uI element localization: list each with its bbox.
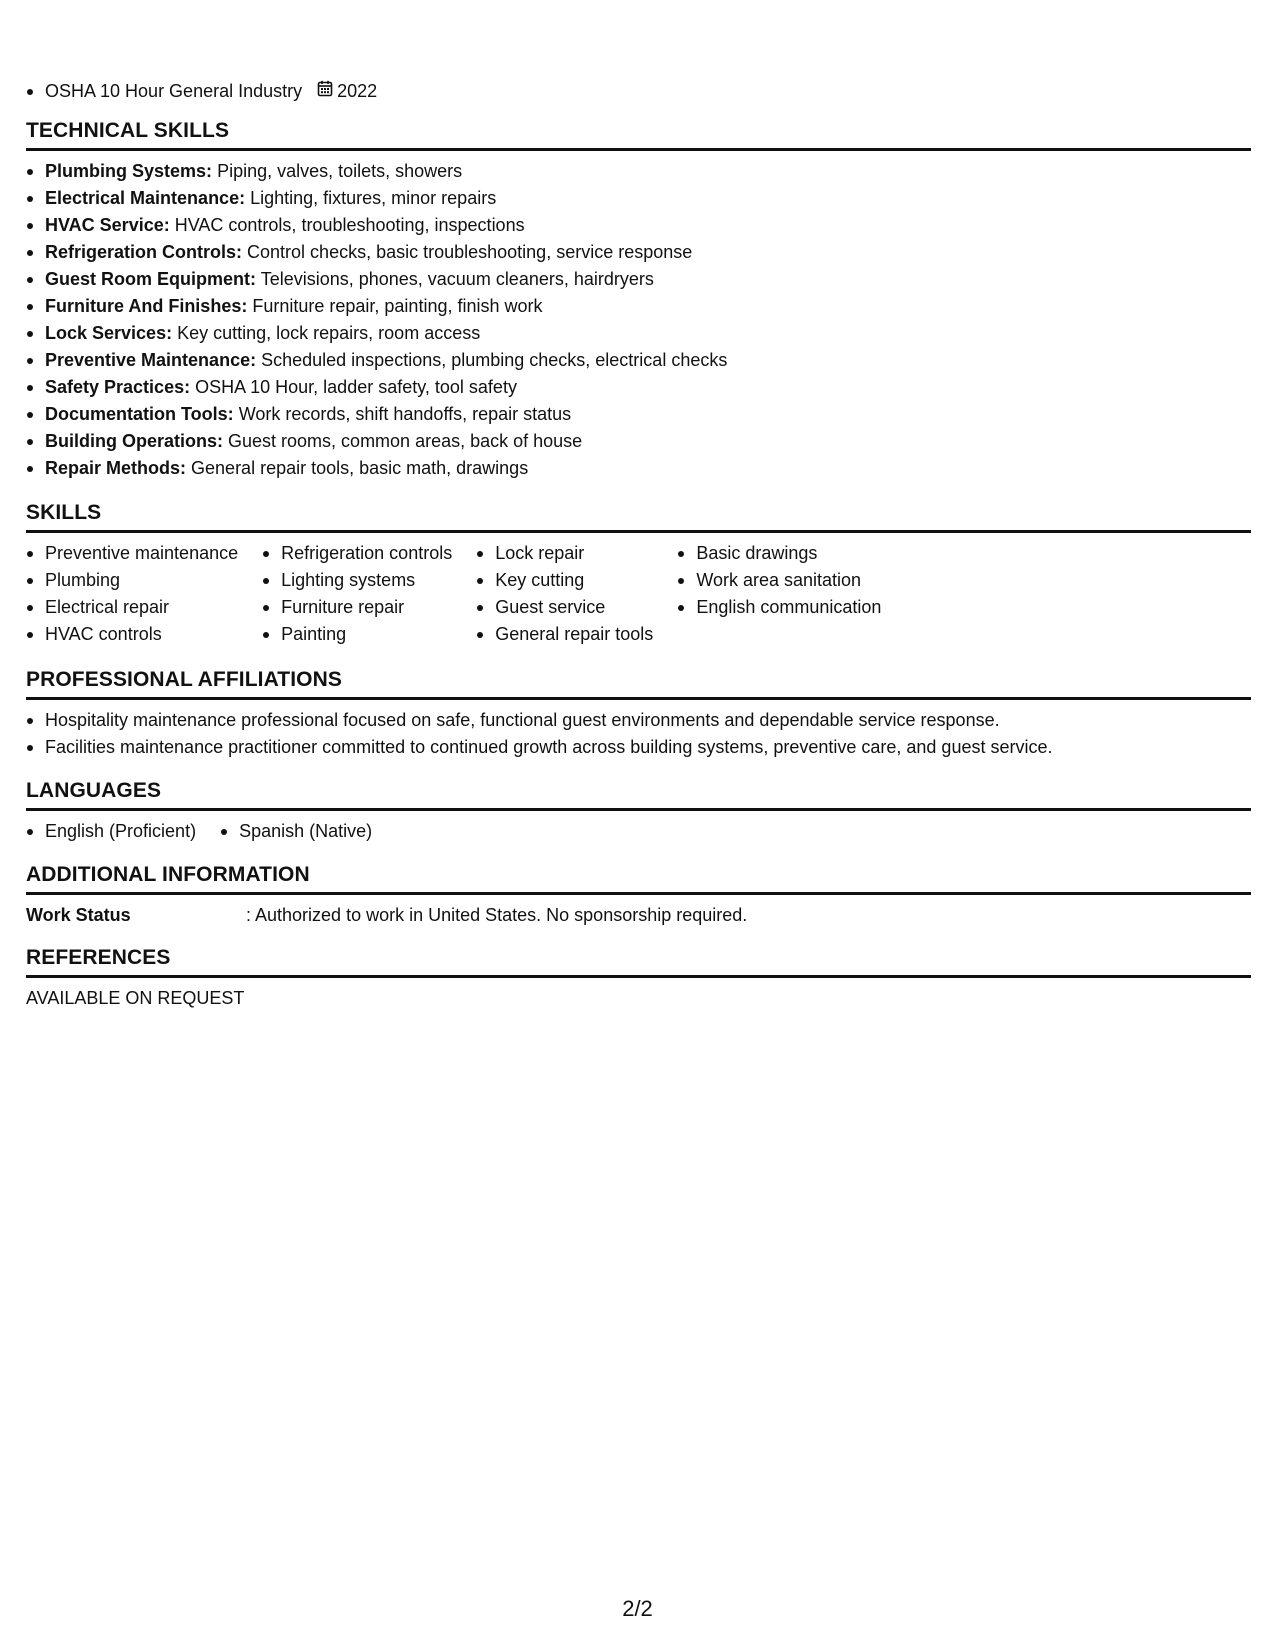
certification-list — [26, 78, 377, 105]
work-status-row — [26, 895, 1251, 929]
skill-item: English communication — [677, 594, 881, 621]
technical-skills-list — [26, 151, 1251, 482]
technical-skill-value: HVAC controls, troubleshooting, inspections — [174, 215, 525, 235]
skills-columns — [26, 533, 1251, 648]
technical-skill-value: Scheduled inspections, plumbing checks, electrical checks — [261, 350, 728, 370]
affiliation-item: Hospitality maintenance professional focused on safe, functional guest environments and dependable service response. — [26, 707, 1251, 734]
technical-skill-value: Control checks, basic troubleshooting, service response — [247, 242, 693, 262]
technical-skill-item — [26, 212, 1251, 239]
technical-skill-label: Lock Services: — [45, 323, 173, 343]
skills-column — [262, 540, 452, 648]
skill-item: Plumbing — [26, 567, 238, 594]
skill-item: Work area sanitation — [677, 567, 881, 594]
technical-skill-value: General repair tools, basic math, drawings — [191, 458, 529, 478]
technical-skill-label: Safety Practices: — [45, 377, 191, 397]
skills-column — [476, 540, 653, 648]
technical-skill-item — [26, 239, 1251, 266]
skill-item: Key cutting — [476, 567, 653, 594]
skill-item: Painting — [262, 621, 452, 648]
technical-skill-item — [26, 266, 1251, 293]
skill-item: HVAC controls — [26, 621, 238, 648]
technical-skill-label: Refrigeration Controls: — [45, 242, 243, 262]
technical-skill-item — [26, 320, 1251, 347]
affiliations-section — [26, 667, 1251, 761]
skill-item: Lighting systems — [262, 567, 452, 594]
technical-skill-item — [26, 428, 1251, 455]
affiliation-item: Facilities maintenance practitioner committed to continued growth across building systems, preventive care, and guest service. — [26, 734, 1251, 761]
certification-year-text: 2022 — [337, 81, 378, 101]
additional-info-heading: ADDITIONAL INFORMATION — [26, 862, 1251, 895]
technical-skill-label: Furniture And Finishes: — [45, 296, 248, 316]
skill-item: Preventive maintenance — [26, 540, 238, 567]
technical-skill-item — [26, 347, 1251, 374]
technical-skill-item — [26, 401, 1251, 428]
technical-skill-label: Building Operations: — [45, 431, 223, 451]
work-status-value: : Authorized to work in United States. No sponsorship required. — [246, 905, 748, 925]
skill-item: Lock repair — [476, 540, 653, 567]
technical-skill-label: HVAC Service: — [45, 215, 170, 235]
technical-skill-item — [26, 455, 1251, 482]
references-text: AVAILABLE ON REQUEST — [26, 988, 245, 1008]
technical-skills-section — [26, 118, 1251, 482]
languages-heading: LANGUAGES — [26, 778, 1251, 811]
certification-year — [317, 78, 377, 105]
technical-skill-item — [26, 374, 1251, 401]
languages-list — [26, 811, 1251, 845]
technical-skill-value: Guest rooms, common areas, back of house — [228, 431, 583, 451]
skills-section — [26, 500, 1251, 648]
technical-skill-label: Plumbing Systems: — [45, 161, 213, 181]
references-heading: REFERENCES — [26, 945, 1251, 978]
skills-column — [26, 540, 238, 648]
language-item: Spanish (Native) — [220, 818, 372, 845]
calendar-icon — [317, 78, 333, 105]
skill-item: Furniture repair — [262, 594, 452, 621]
technical-skills-heading: TECHNICAL SKILLS — [26, 118, 1251, 151]
certification-name: OSHA 10 Hour General Industry — [45, 81, 303, 101]
languages-section — [26, 778, 1251, 845]
technical-skill-label: Guest Room Equipment: — [45, 269, 256, 289]
skill-item: General repair tools — [476, 621, 653, 648]
technical-skill-value: Key cutting, lock repairs, room access — [177, 323, 481, 343]
skill-item: Guest service — [476, 594, 653, 621]
technical-skill-value: Piping, valves, toilets, showers — [217, 161, 463, 181]
references-section — [26, 945, 1251, 1012]
affiliations-list — [26, 700, 1251, 761]
technical-skill-item — [26, 185, 1251, 212]
technical-skill-label: Preventive Maintenance: — [45, 350, 257, 370]
technical-skill-item — [26, 158, 1251, 185]
technical-skill-value: Furniture repair, painting, finish work — [252, 296, 543, 316]
affiliations-heading: PROFESSIONAL AFFILIATIONS — [26, 667, 1251, 700]
language-item: English (Proficient) — [26, 818, 196, 845]
technical-skill-value: Work records, shift handoffs, repair status — [238, 404, 572, 424]
certification-item — [26, 78, 377, 105]
additional-info-section — [26, 862, 1251, 929]
technical-skill-label: Repair Methods: — [45, 458, 187, 478]
technical-skill-label: Documentation Tools: — [45, 404, 234, 424]
skill-item: Basic drawings — [677, 540, 881, 567]
skill-item: Refrigeration controls — [262, 540, 452, 567]
technical-skill-label: Electrical Maintenance: — [45, 188, 246, 208]
work-status-label: Work Status — [26, 905, 131, 925]
skills-heading: SKILLS — [26, 500, 1251, 533]
skill-item: Electrical repair — [26, 594, 238, 621]
technical-skill-item — [26, 293, 1251, 320]
skills-column — [677, 540, 881, 648]
technical-skill-value: OSHA 10 Hour, ladder safety, tool safety — [195, 377, 517, 397]
technical-skill-value: Lighting, fixtures, minor repairs — [250, 188, 497, 208]
page-number: 2/2 — [622, 1596, 653, 1621]
technical-skill-value: Televisions, phones, vacuum cleaners, hairdryers — [260, 269, 654, 289]
